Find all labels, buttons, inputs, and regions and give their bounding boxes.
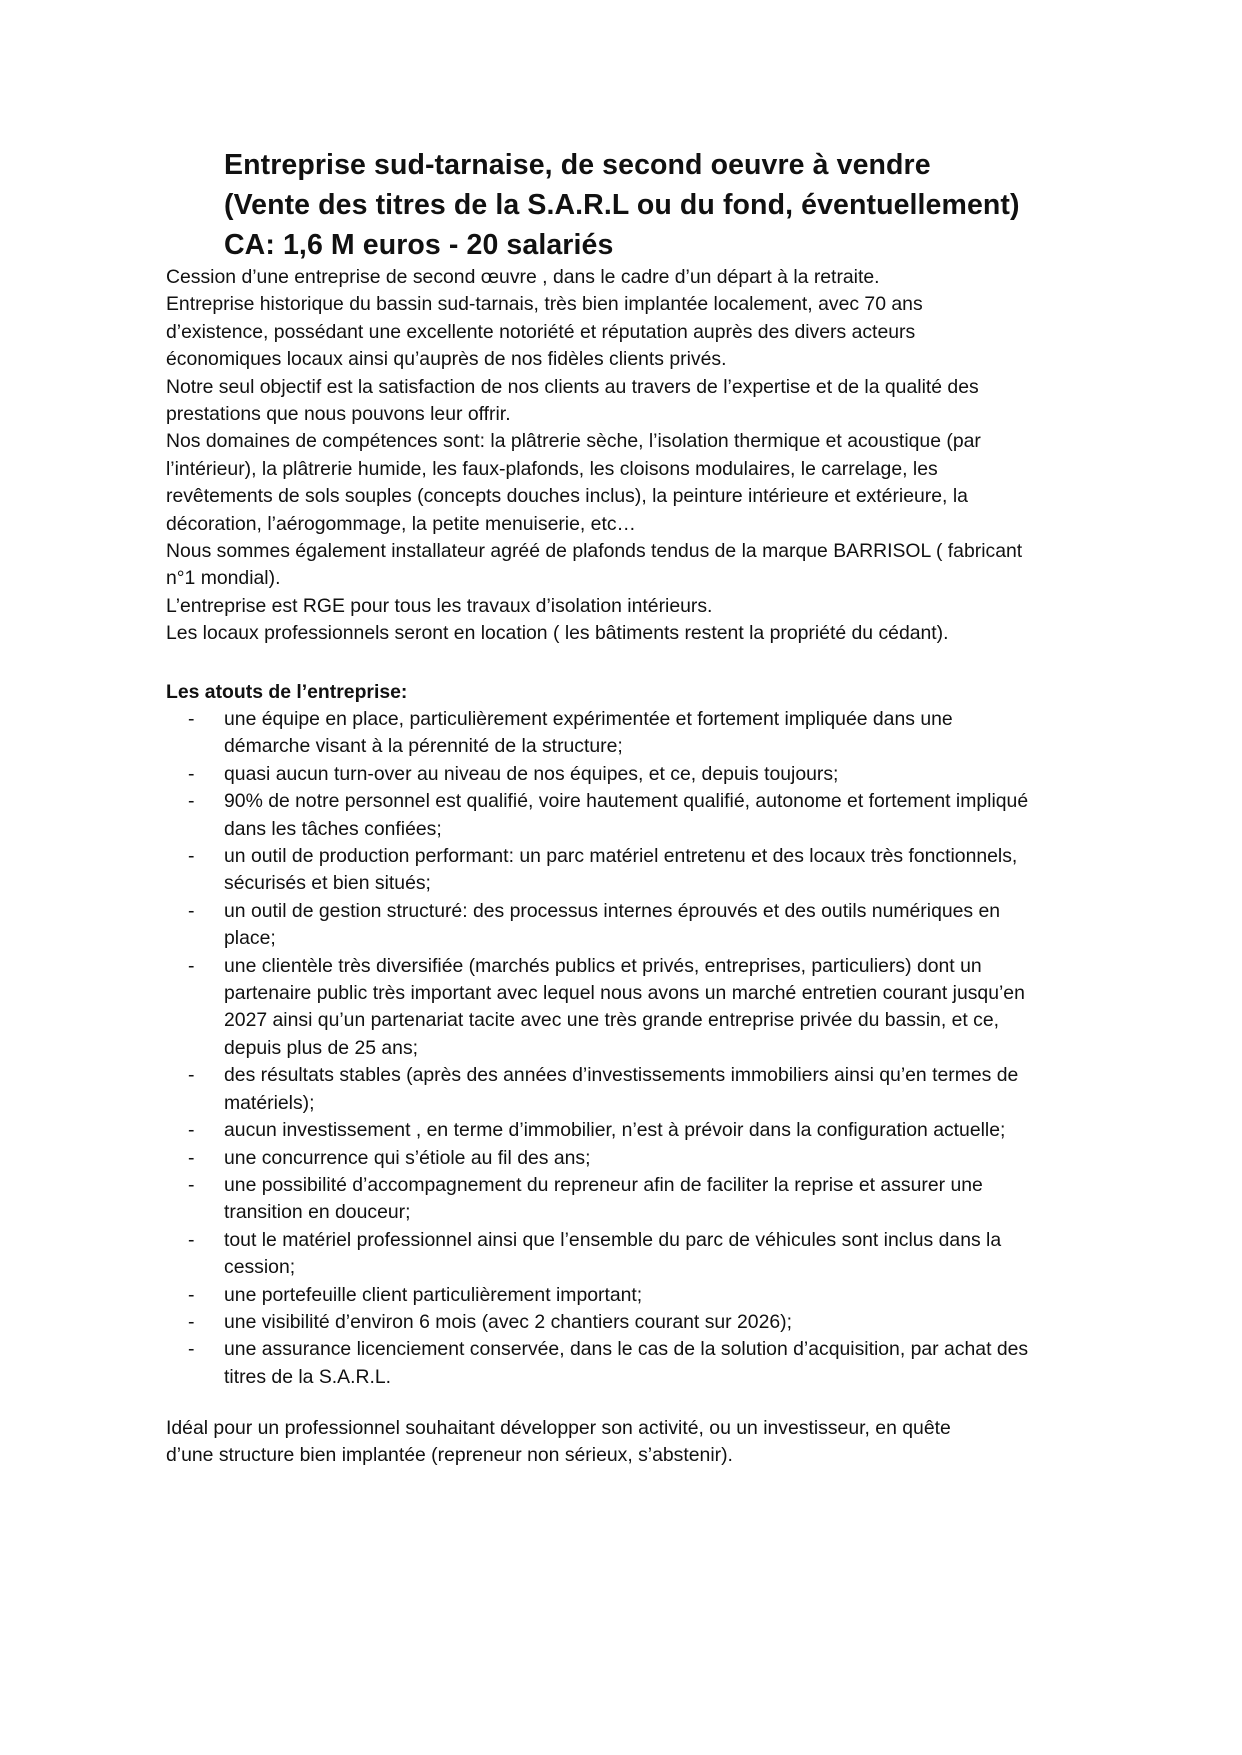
bullet-dash: - (188, 899, 195, 922)
bullet-dash: - (188, 1283, 195, 1306)
atouts-heading: Les atouts de l’entreprise: (166, 681, 408, 703)
bullet-dash: - (188, 790, 195, 813)
document-title (224, 145, 1204, 265)
list-item-text: depuis plus de 25 ans; (224, 1036, 419, 1059)
list-item (166, 706, 1126, 761)
list-item (166, 1309, 1126, 1336)
list-item-text: tout le matériel professionnel ainsi que l’ensemble du parc de véhicules sont inclus dans la (224, 1228, 1002, 1251)
list-item-text: quasi aucun turn-over au niveau de nos équipes, et ce, depuis toujours; (224, 762, 839, 785)
list-item (166, 898, 1126, 953)
intro-line: économiques locaux ainsi qu’auprès de nos fidèles clients privés. (166, 348, 727, 371)
intro-line: décoration, l’aérogommage, la petite menuiserie, etc… (166, 512, 636, 535)
bullet-dash: - (188, 1146, 195, 1169)
title-line: Entreprise sud-tarnaise, de second oeuvre à vendre (224, 149, 931, 181)
list-item-text: aucun investissement , en terme d’immobilier, n’est à prévoir dans la configuration actuelle; (224, 1119, 1006, 1142)
list-item-text: transition en douceur; (224, 1201, 411, 1224)
intro-line: Nous sommes également installateur agréé de plafonds tendus de la marque BARRISOL ( fabricant (166, 540, 1023, 563)
list-item (166, 1117, 1126, 1144)
list-item-text: un outil de gestion structuré: des processus internes éprouvés et des outils numériques en (224, 899, 1001, 922)
intro-line: Les locaux professionnels seront en location ( les bâtiments restent la propriété du cédant). (166, 622, 949, 645)
bullet-dash: - (188, 1119, 195, 1142)
list-item-text: place; (224, 927, 276, 950)
intro-line: l’intérieur), la plâtrerie humide, les faux-plafonds, les cloisons modulaires, le carrelage, les (166, 457, 938, 480)
intro-line: Notre seul objectif est la satisfaction de nos clients au travers de l’expertise et de la qualité des (166, 375, 979, 398)
list-item-text: une assurance licenciement conservée, dans le cas de la solution d’acquisition, par achat des (224, 1338, 1029, 1361)
list-item-text: des résultats stables (après des années d’investissements immobiliers ainsi qu’en termes de (224, 1064, 1019, 1087)
list-item-text: une portefeuille client particulièrement important; (224, 1283, 643, 1306)
bullet-dash: - (188, 1338, 195, 1361)
list-item (166, 1336, 1126, 1391)
list-item-text: titres de la S.A.R.L. (224, 1365, 392, 1388)
list-item (166, 788, 1126, 843)
intro-line: n°1 mondial). (166, 567, 281, 590)
title-line: CA: 1,6 M euros - 20 salariés (224, 229, 614, 261)
list-item-text: 2027 ainsi qu’un partenariat tacite avec une très grande entreprise privée du bassin, et ce, (224, 1009, 1000, 1032)
closing-paragraph (166, 1415, 1126, 1470)
bullet-dash: - (188, 1173, 195, 1196)
list-item (166, 761, 1126, 788)
closing-line: d’une structure bien implantée (repreneur non sérieux, s’abstenir). (166, 1444, 733, 1467)
list-item-text: partenaire public très important avec lequel nous avons un marché entretien courant jusqu’en (224, 982, 1025, 1005)
list-item (166, 1227, 1126, 1282)
title-line: (Vente des titres de la S.A.R.L ou du fond, éventuellement) (224, 189, 1020, 221)
intro-line: revêtements de sols souples (concepts douches inclus), la peinture intérieure et extérieure, la (166, 485, 968, 508)
list-item-text: démarche visant à la pérennité de la structure; (224, 735, 623, 758)
bullet-dash: - (188, 845, 195, 868)
list-item-text: une concurrence qui s’étiole au fil des ans; (224, 1146, 591, 1169)
list-item (166, 843, 1126, 898)
list-item (166, 953, 1126, 1063)
atouts-list (166, 706, 1126, 1391)
list-item-text: un outil de production performant: un parc matériel entretenu et des locaux très fonctionnels, (224, 845, 1018, 868)
list-item-text: sécurisés et bien situés; (224, 872, 431, 895)
bullet-dash: - (188, 1228, 195, 1251)
intro-line: Cession d’une entreprise de second œuvre , dans le cadre d’un départ à la retraite. (166, 266, 880, 288)
intro-paragraphs (166, 264, 1126, 648)
bullet-dash: - (188, 1064, 195, 1087)
list-item-text: dans les tâches confiées; (224, 817, 442, 840)
list-item-text: une possibilité d’accompagnement du repreneur afin de faciliter la reprise et assurer une (224, 1173, 983, 1196)
list-item (166, 1282, 1126, 1309)
list-item (166, 1145, 1126, 1172)
intro-line: Entreprise historique du bassin sud-tarnais, très bien implantée localement, avec 70 ans (166, 293, 923, 316)
list-item-text: une clientèle très diversifiée (marchés publics et privés, entreprises, particuliers) dont un (224, 954, 982, 977)
intro-line: L’entreprise est RGE pour tous les travaux d’isolation intérieurs. (166, 594, 713, 617)
list-item-text: une visibilité d’environ 6 mois (avec 2 chantiers courant sur 2026); (224, 1310, 792, 1333)
list-item-text: 90% de notre personnel est qualifié, voire hautement qualifié, autonome et fortement impliqué (224, 790, 1029, 813)
intro-line: prestations que nous pouvons leur offrir. (166, 403, 511, 426)
bullet-dash: - (188, 1310, 195, 1333)
list-item (166, 1062, 1126, 1117)
list-item-text: une équipe en place, particulièrement expérimentée et fortement impliquée dans une (224, 708, 953, 730)
bullet-dash: - (188, 954, 195, 977)
list-item-text: cession; (224, 1256, 296, 1279)
closing-line: Idéal pour un professionnel souhaitant développer son activité, ou un investisseur, en quête (166, 1417, 951, 1439)
intro-line: d’existence, possédant une excellente notoriété et réputation auprès des divers acteurs (166, 320, 916, 343)
list-item (166, 1172, 1126, 1227)
list-item-text: matériels); (224, 1091, 315, 1114)
bullet-dash: - (188, 762, 195, 785)
bullet-dash: - (188, 708, 195, 730)
intro-line: Nos domaines de compétences sont: la plâtrerie sèche, l’isolation thermique et acoustique (par (166, 430, 981, 453)
